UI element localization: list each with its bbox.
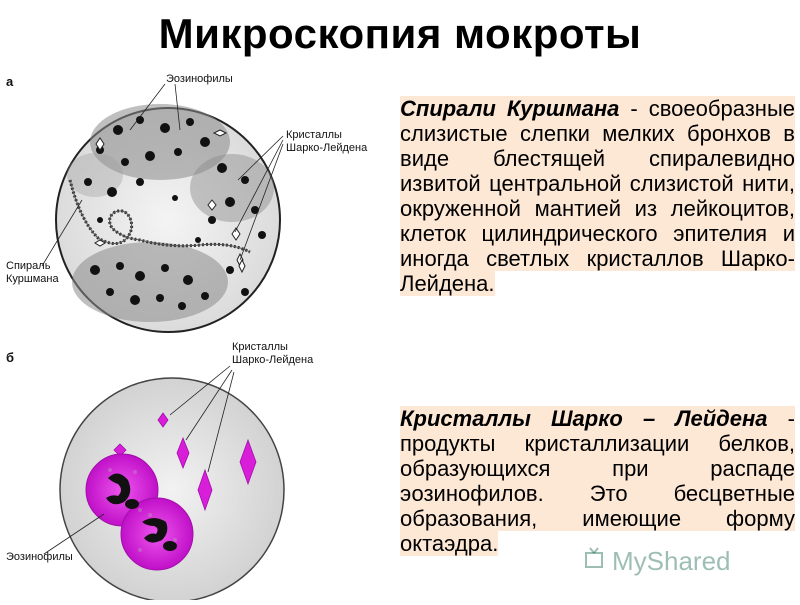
panel-a-letter: а (6, 74, 14, 89)
microscopy-illustration (0, 70, 400, 600)
label-crystals-b-line2: Шарко-Лейдена (232, 354, 314, 366)
watermark-logo-icon (584, 547, 604, 569)
slide-title: Микроскопия мокроты (158, 10, 642, 57)
label-eosinophils-a: Эозинофилы (166, 73, 233, 85)
microscopy-figure (0, 70, 400, 600)
label-eosinophils-b: Эозинофилы (6, 551, 73, 563)
charcot-leyden-crystals-description (400, 406, 795, 556)
charcot-leyden-text: - продукты кристаллизации белков, образующихся при распаде эозинофилов. Это бесцветные образования, имеющие форму октаэдра. (400, 406, 795, 556)
curschmann-spirals-text: - своеобразные слизистые слепки мелких бронхов в виде блестящей спиралевидно извитой центральной слизистой нити, окруженной мантией из лейкоцитов, клеток цилиндрического эпителия и иногда светлых кристаллов Шарко-Лейдена. (400, 96, 795, 296)
curschmann-spirals-description (400, 96, 795, 296)
label-crystals-a-line1: Кристаллы (286, 129, 342, 141)
label-crystals-b-line1: Кристаллы (232, 341, 288, 353)
label-spiral-line2: Куршмана (6, 273, 59, 285)
term-curschmann-spirals: Спирали Куршмана (400, 96, 620, 121)
watermark: MyShared (612, 546, 731, 576)
label-spiral-line1: Спираль (6, 260, 51, 272)
panel-b-letter: б (6, 350, 15, 365)
label-crystals-a-line2: Шарко-Лейдена (286, 142, 368, 154)
term-charcot-leyden: Кристаллы Шарко – Лейдена (400, 406, 768, 431)
panel-a-field (56, 104, 280, 332)
panel-b-field (60, 378, 284, 600)
